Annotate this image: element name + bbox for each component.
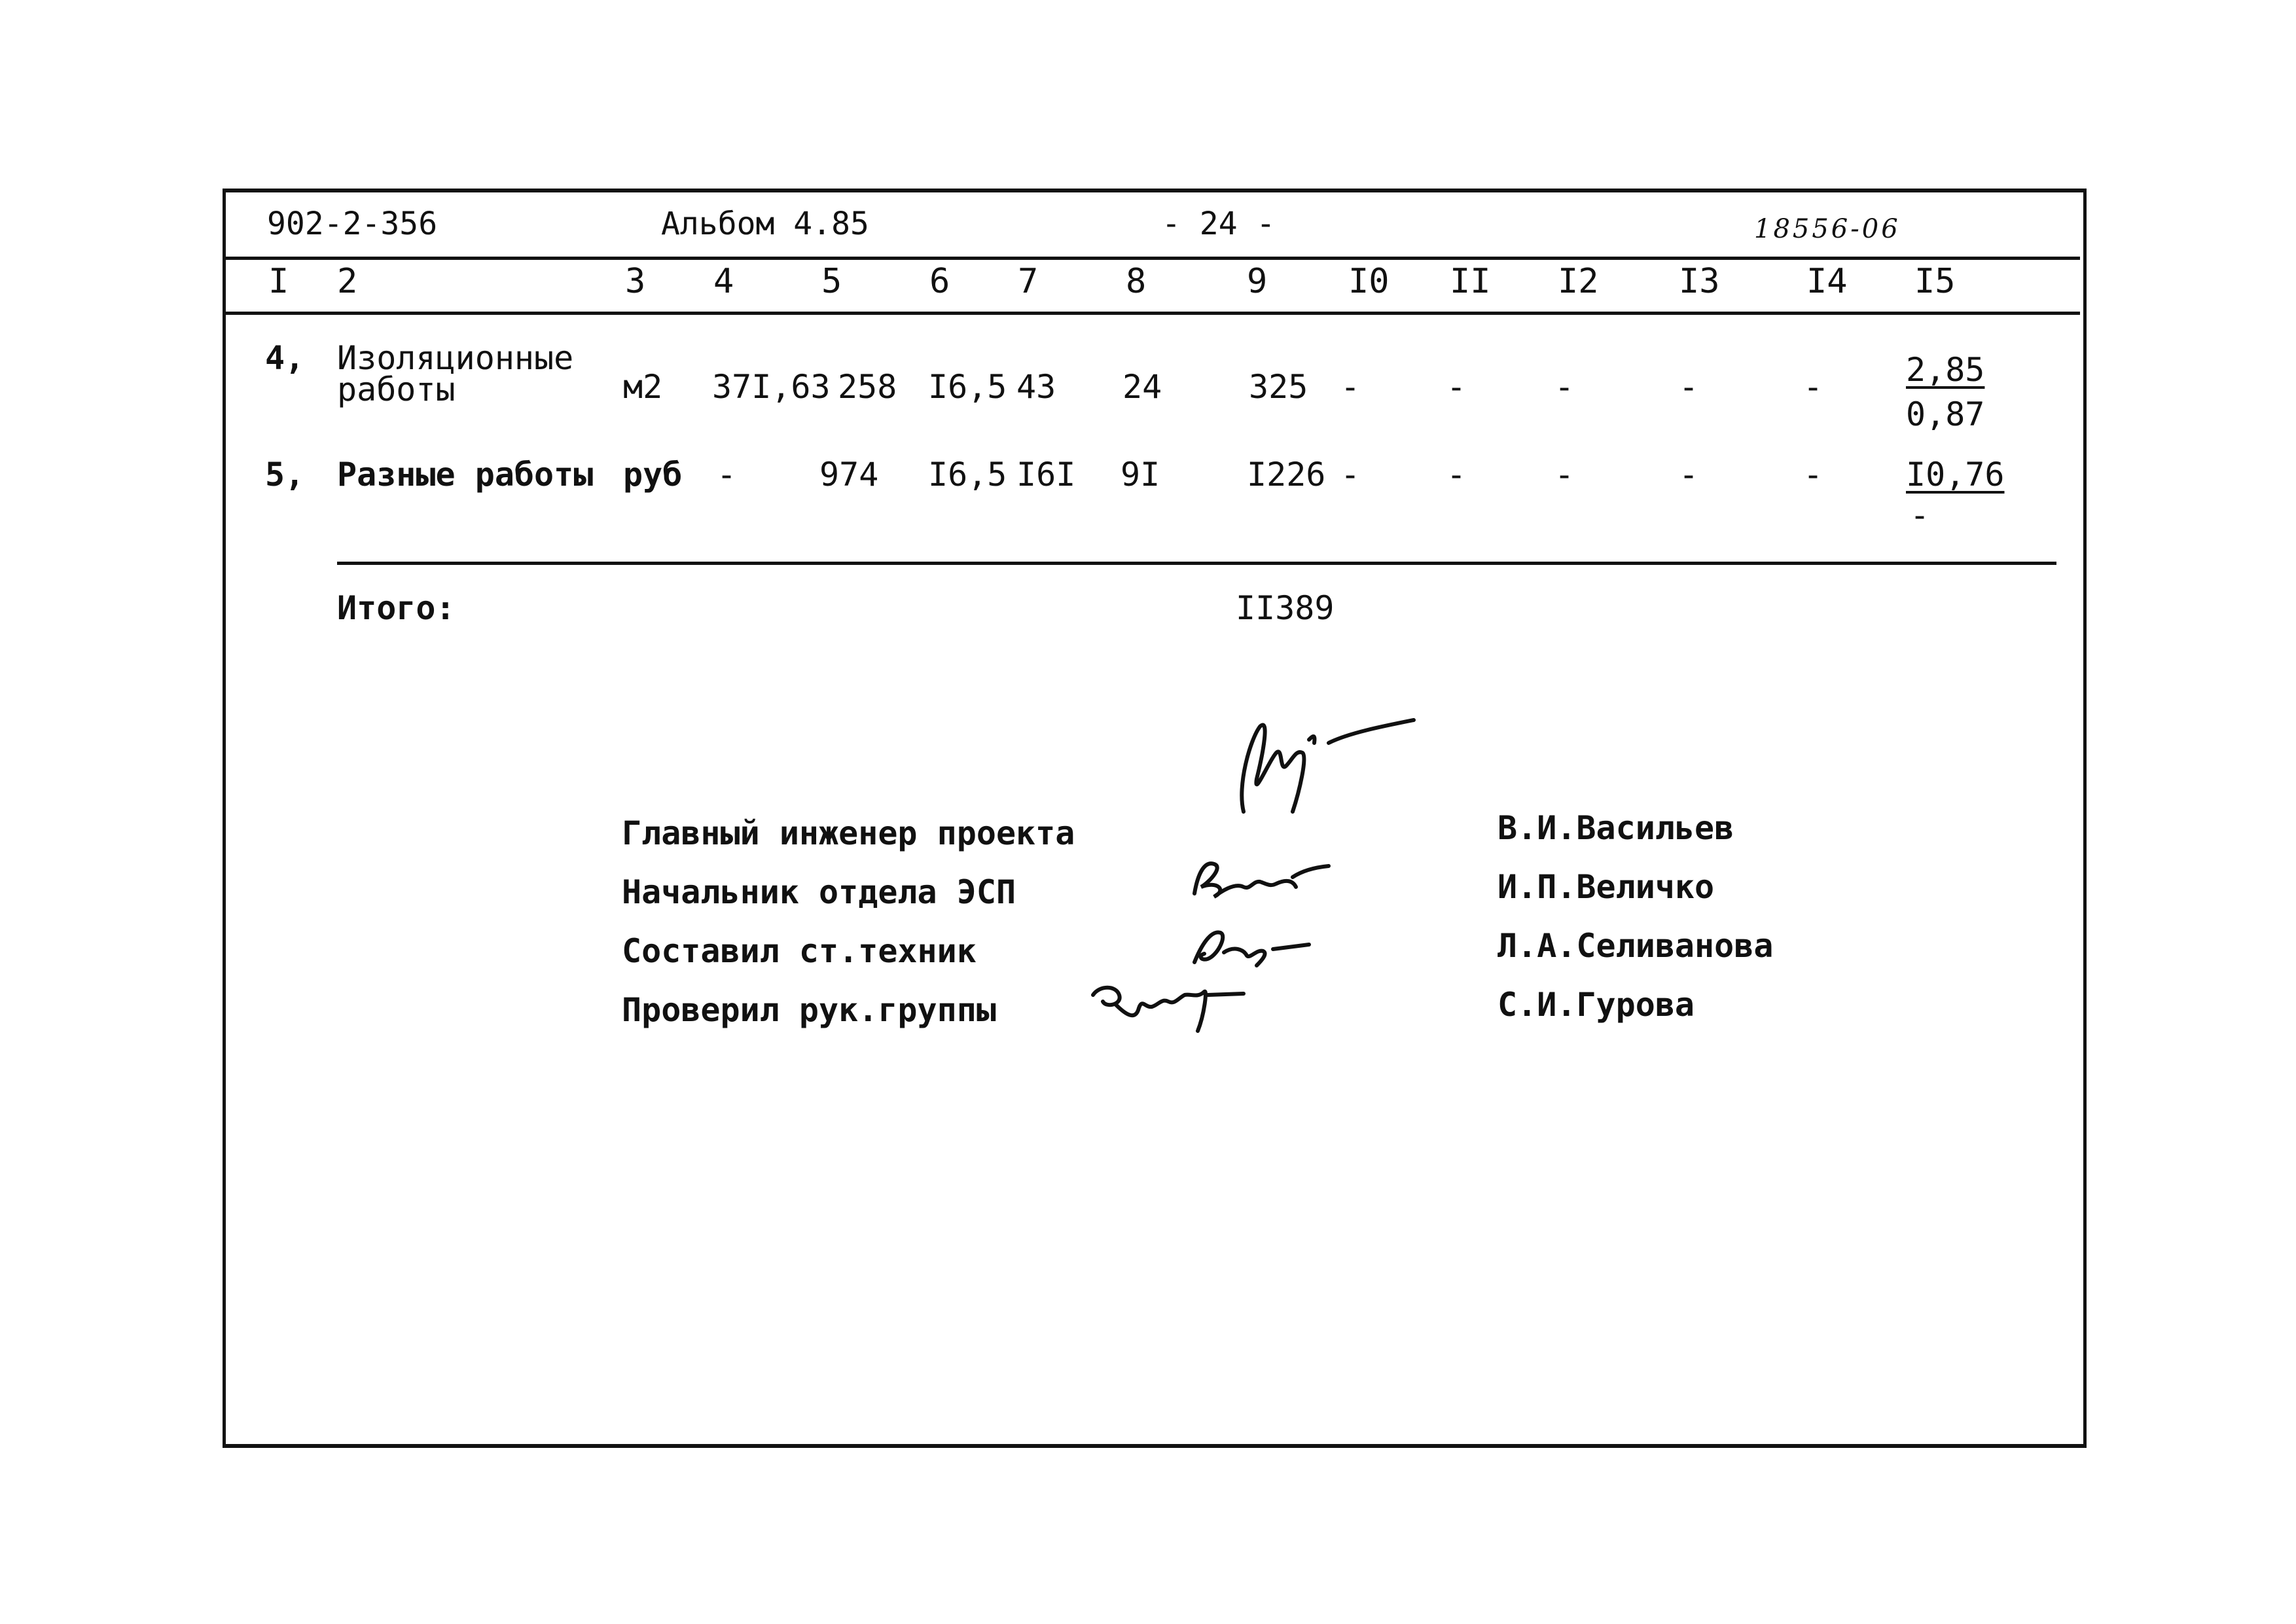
cell-col10: - xyxy=(1340,368,1361,406)
cell-col15-denominator: - xyxy=(1910,496,1930,534)
header-divider xyxy=(226,257,2080,260)
row-number: 4, xyxy=(265,339,305,377)
cell-col4: - xyxy=(717,456,737,494)
cell-col9: I226 xyxy=(1247,456,1326,494)
column-header: I5 xyxy=(1914,262,1956,301)
signatory-name: И.П.Величко xyxy=(1498,868,1715,906)
work-name: Изоляционные xyxy=(337,339,574,377)
column-header: I2 xyxy=(1558,262,1599,301)
handwritten-code: 18556-06 xyxy=(1754,214,1901,244)
cell-col9: 325 xyxy=(1249,368,1308,406)
cell-col13: - xyxy=(1679,368,1699,406)
cell-col13: - xyxy=(1679,456,1699,494)
total-label: Итого: xyxy=(337,589,456,627)
column-header: 9 xyxy=(1247,262,1268,301)
cell-col8: 9I xyxy=(1121,456,1160,494)
column-header: 2 xyxy=(337,262,358,301)
column-header: I3 xyxy=(1679,262,1720,301)
column-header: I0 xyxy=(1348,262,1390,301)
signature-compiler xyxy=(1185,920,1316,972)
cell-col4: 37I,63 xyxy=(712,368,831,406)
cell-col8: 24 xyxy=(1122,368,1162,406)
cell-col14: - xyxy=(1803,456,1823,494)
column-header: I xyxy=(268,262,289,301)
total-value: II389 xyxy=(1236,589,1335,627)
cell-col15-numerator: 2,85 xyxy=(1906,351,1985,389)
signatory-role: Проверил рук.группы xyxy=(622,991,996,1029)
row-number: 5, xyxy=(265,456,305,494)
column-header: 7 xyxy=(1018,262,1039,301)
album-label: Альбом 4.85 xyxy=(661,206,869,242)
cell-col12: - xyxy=(1554,456,1575,494)
cell-col6: I6,5 xyxy=(928,368,1007,406)
signatory-name: С.И.Гурова xyxy=(1498,986,1695,1024)
signature-group-leader xyxy=(1086,975,1250,1041)
signatory-role: Составил ст.техник xyxy=(622,932,977,970)
doc-number: 902-2-356 xyxy=(267,206,438,242)
column-header: I4 xyxy=(1806,262,1848,301)
work-name: Разные работы xyxy=(337,456,594,494)
unit: м2 xyxy=(623,368,663,406)
signature-chief-engineer xyxy=(1230,713,1420,825)
total-divider xyxy=(337,562,2056,565)
signature-head-of-department xyxy=(1188,854,1332,907)
cell-col5: 258 xyxy=(838,368,897,406)
cell-col5: 974 xyxy=(819,456,879,494)
column-header: 6 xyxy=(929,262,950,301)
cell-col14: - xyxy=(1803,368,1823,406)
cell-col12: - xyxy=(1554,368,1575,406)
unit: руб xyxy=(623,456,683,494)
page-number: - 24 - xyxy=(1162,206,1276,242)
column-header: 8 xyxy=(1126,262,1147,301)
cell-col10: - xyxy=(1340,456,1361,494)
signatory-role: Главный инженер проекта xyxy=(622,814,1075,852)
cell-col7: 43 xyxy=(1016,368,1056,406)
column-header: II xyxy=(1450,262,1491,301)
column-header: 3 xyxy=(625,262,646,301)
cell-col15-numerator: I0,76 xyxy=(1906,456,2005,494)
signatory-name: Л.А.Селиванова xyxy=(1498,927,1774,965)
cell-col7: I6I xyxy=(1016,456,1076,494)
signatory-role: Начальник отдела ЭСП xyxy=(622,873,1016,911)
cell-col6: I6,5 xyxy=(928,456,1007,494)
cell-col11: - xyxy=(1446,456,1467,494)
work-name-continued: работы xyxy=(337,370,456,408)
columns-divider xyxy=(226,312,2080,315)
signatory-name: В.И.Васильев xyxy=(1498,809,1734,847)
cell-col15-denominator: 0,87 xyxy=(1906,395,1985,433)
column-header: 5 xyxy=(821,262,842,301)
column-header: 4 xyxy=(713,262,734,301)
cell-col11: - xyxy=(1446,368,1467,406)
